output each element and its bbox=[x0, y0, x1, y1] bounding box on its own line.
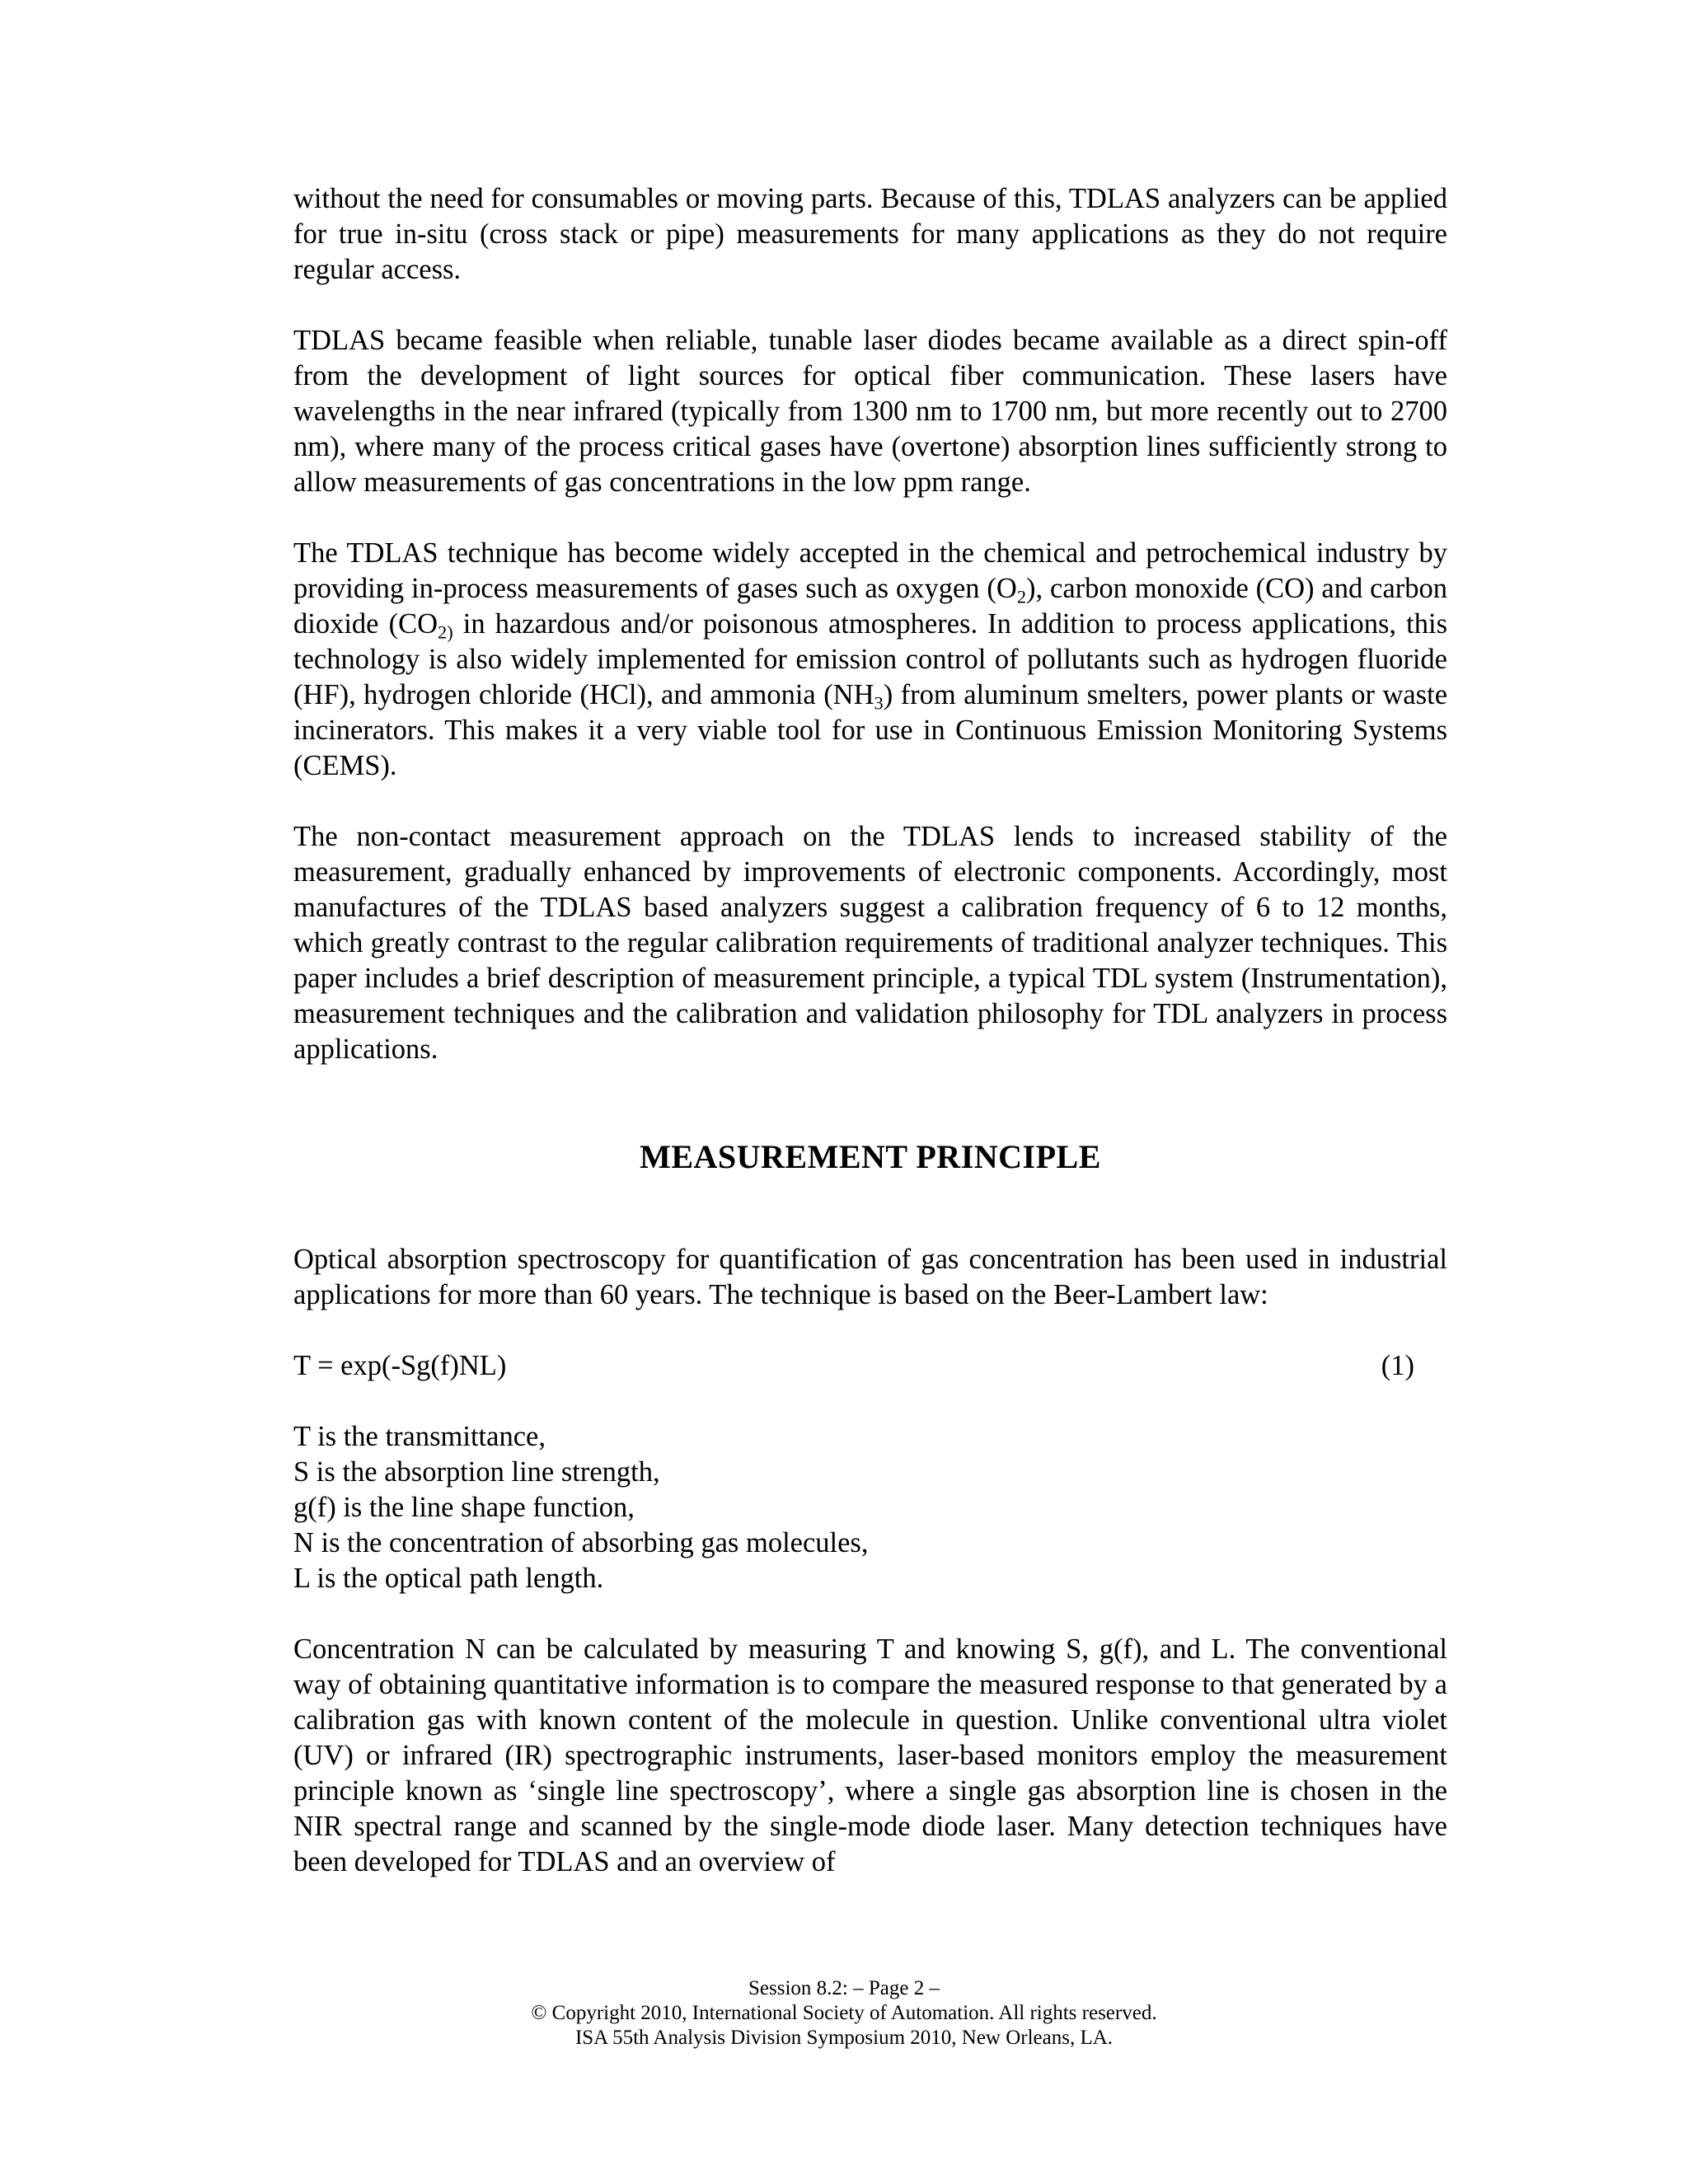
page-body bbox=[293, 181, 1447, 1880]
subscript: 3 bbox=[874, 692, 884, 714]
definition-item: S is the absorption line strength, bbox=[293, 1456, 660, 1488]
page-footer bbox=[0, 1976, 1688, 2050]
definition-item: T is the transmittance, bbox=[293, 1421, 546, 1452]
definition-item: g(f) is the line shape function, bbox=[293, 1492, 635, 1523]
paragraph-tdlas-accepted bbox=[293, 536, 1447, 784]
equation-beer-lambert bbox=[293, 1348, 1447, 1384]
text-run: The TDLAS technique has become widely accepted in the chemical and petrochemical industry by providing in-process measurements of gases such as oxygen (O bbox=[293, 537, 1447, 604]
paragraph-consumables: without the need for consumables or moving parts. Because of this, TDLAS analyzers can be applied for true in-situ (cross stack or pipe) measurements for many applications as they do not require regular access. bbox=[293, 183, 1447, 285]
section-heading: MEASUREMENT PRINCIPLE bbox=[640, 1138, 1101, 1175]
footer-session: Session 8.2: – Page 2 – bbox=[748, 1977, 940, 1999]
paragraph-non-contact: The non-contact measurement approach on the TDLAS lends to increased stability of the measurement, gradually enhanced by improvements of electronic components. Accordingly, most manufactures of the TDLAS based analyzers suggest a calibration frequency of 6 to 12 months, which greatly contrast to the regular calibration requirements of traditional analyzer techniques. This paper includes a brief description of measurement principle, a typical TDL system (Instrumentation), measurement techniques and the calibration and validation philosophy for TDL analyzers in process applications. bbox=[293, 821, 1447, 1065]
text-run: ) from aluminum smelters, power plants or waste incinerators. This makes it a very viable tool for use in Continuous Emission Monitoring Systems (CEMS). bbox=[293, 679, 1448, 781]
footer-symposium: ISA 55th Analysis Division Symposium 2010, New Orleans, LA. bbox=[574, 2027, 1114, 2049]
paragraph-tdlas-feasible: TDLAS became feasible when reliable, tunable laser diodes became available as a direct spin-off from the development of light sources for optical fiber communication. These lasers have wavelengths in the near infrared (typically from 1300 nm to 1700 nm, but more recently out to 2700 nm), where many of the process critical gases have (overtone) absorption lines sufficiently strong to allow measurements of gas concentrations in the low ppm range. bbox=[293, 325, 1447, 498]
subscript: 2 bbox=[1016, 586, 1027, 607]
paragraph-concentration: Concentration N can be calculated by measuring T and knowing S, g(f), and L. The conventional way of obtaining quantitative information is to compare the measured response to that generated by a calibration gas with known content of the molecule in question. Unlike conventional ultra violet (UV) or infrared (IR) spectrographic instruments, laser-based monitors employ the measurement principle known as ‘single line spectroscopy’, where a single gas absorption line is chosen in the NIR spectral range and scanned by the single-mode diode laser. Many detection techniques have been developed for TDLAS and an overview of bbox=[293, 1633, 1447, 1877]
definition-item: L is the optical path length. bbox=[293, 1563, 604, 1594]
text-run: ), carbon monoxide (CO) and carbon dioxide (CO bbox=[293, 573, 1447, 640]
equation-number: (1) bbox=[1381, 1350, 1414, 1381]
equation-text: T = exp(-Sg(f)NL) bbox=[293, 1350, 507, 1381]
definition-item: N is the concentration of absorbing gas molecules, bbox=[293, 1527, 869, 1558]
footer-copyright: © Copyright 2010, International Society of Automation. All rights reserved. bbox=[531, 2002, 1157, 2024]
variable-definitions bbox=[293, 1419, 1447, 1596]
text-run: in hazardous and/or poisonous atmospheres. In addition to process applications, this technology is also widely implemented for emission control of pollutants such as hydrogen fluoride (HF), hydrogen chloride (HCl), and ammonia (NH bbox=[293, 608, 1447, 710]
paragraph-optical-absorption: Optical absorption spectroscopy for quantification of gas concentration has been used in industrial applications for more than 60 years. The technique is based on the Beer-Lambert law: bbox=[293, 1244, 1447, 1310]
subscript: 2) bbox=[438, 621, 453, 643]
